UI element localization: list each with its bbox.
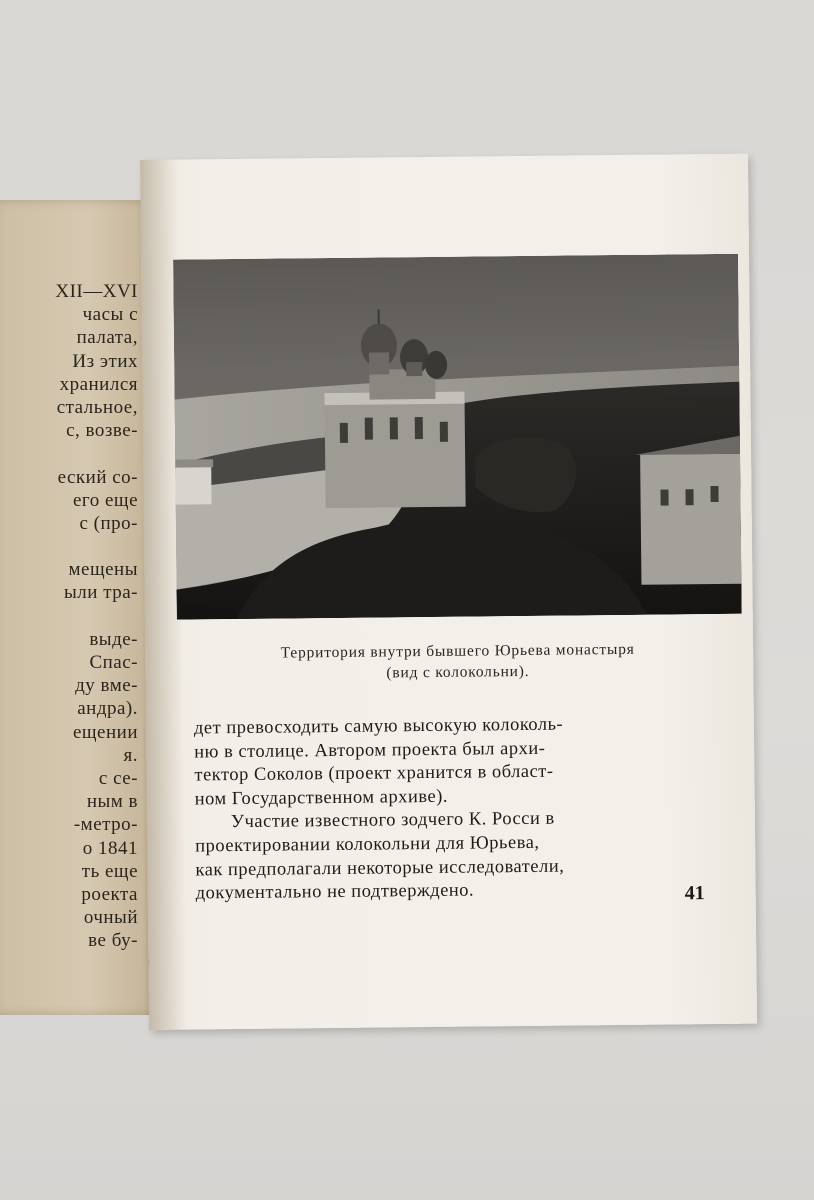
- body-line: ню в столице. Автором проекта был архи-: [194, 738, 546, 763]
- left-page: [0, 200, 162, 1015]
- left-line: хранился: [59, 373, 138, 395]
- caption-line-2: (вид с колокольни).: [386, 662, 530, 682]
- left-line: выде-: [89, 628, 138, 650]
- left-line: [0, 442, 138, 465]
- left-line: ыли тра-: [64, 582, 138, 604]
- left-line: XII—XVI: [55, 281, 138, 302]
- left-line: с се-: [98, 767, 138, 789]
- body-line: дет превосходить самую высокую колоколь-: [193, 714, 564, 739]
- left-line: роекта: [81, 883, 138, 905]
- left-line: его еще: [73, 489, 138, 511]
- left-line: [0, 605, 138, 628]
- left-line: о 1841: [82, 837, 138, 859]
- left-line: с, возве-: [66, 420, 138, 442]
- body-line: ном Государственном архиве).: [194, 786, 449, 810]
- right-page: [140, 154, 757, 1030]
- left-line: Спас-: [89, 652, 138, 673]
- left-line: ть еще: [81, 860, 138, 882]
- body-line: как предполагали некоторые исследователи,: [195, 856, 565, 881]
- left-line: стальное,: [56, 396, 138, 418]
- left-line: я.: [123, 744, 138, 766]
- left-line: очный: [83, 907, 138, 929]
- body-line: Участие известного зодчего К. Росси в: [230, 809, 555, 833]
- page-number: 41: [684, 882, 705, 905]
- left-line: палата,: [76, 327, 138, 349]
- left-line: еский со-: [57, 466, 138, 488]
- left-line: Из этих: [72, 350, 138, 372]
- body-text: [194, 712, 676, 906]
- body-line: проектировании колокольни для Юрьева,: [195, 832, 540, 857]
- left-page-text: [0, 280, 138, 952]
- left-line: андра).: [77, 698, 138, 720]
- left-line: ным в: [86, 791, 138, 813]
- body-line: документально не подтверждено.: [195, 880, 475, 904]
- caption-line-1: Территория внутри бывшего Юрьева монастыря: [280, 640, 635, 662]
- left-line: ве бу-: [88, 930, 138, 952]
- photo-caption: [175, 638, 740, 686]
- left-line: ду вме-: [75, 675, 138, 697]
- left-line: ещении: [72, 721, 138, 743]
- body-line: тектор Соколов (проект хранится в област-: [194, 761, 554, 786]
- left-line: -метро-: [73, 814, 138, 836]
- left-line: с (про-: [79, 512, 138, 534]
- monastery-photo: [173, 254, 742, 620]
- left-line: [0, 535, 138, 558]
- left-line: мещены: [68, 559, 138, 581]
- left-line: часы с: [82, 304, 138, 326]
- monastery-photo-image: [173, 254, 742, 620]
